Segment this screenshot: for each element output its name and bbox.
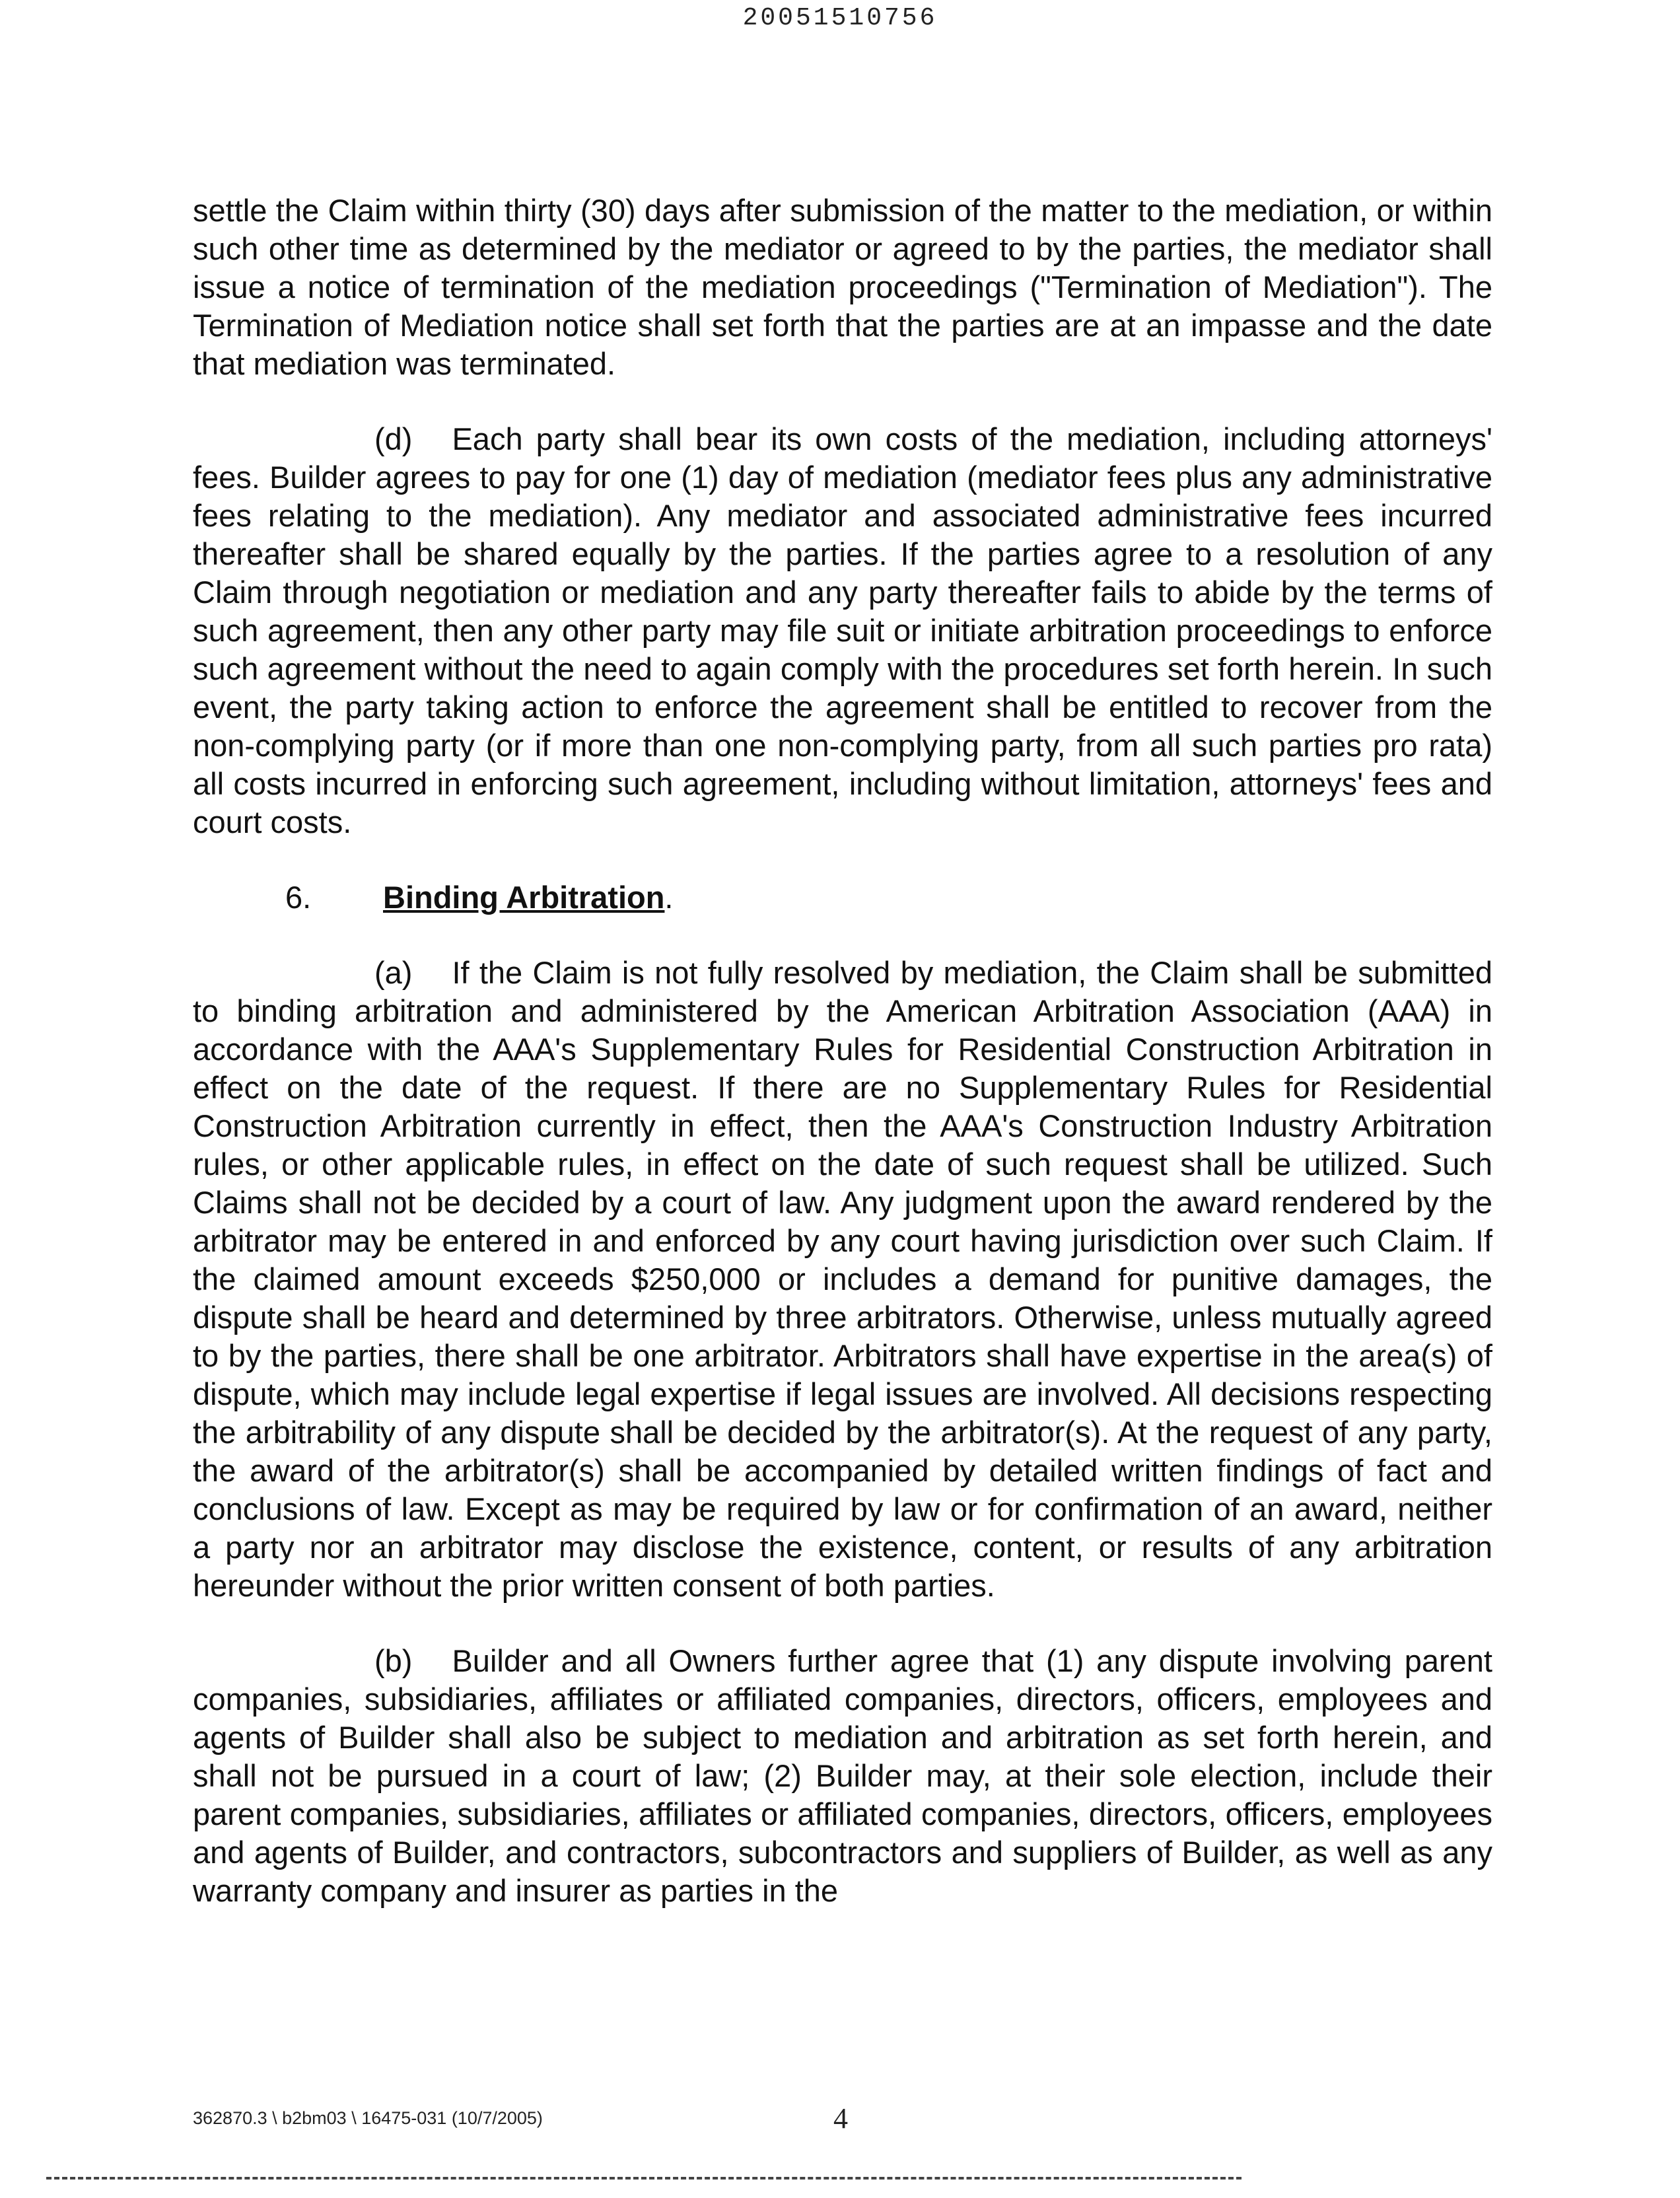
paragraph-a-text: If the Claim is not fully resolved by mediation, the Claim shall be submitted to binding arbitration and administered by the American Arbitration Association (AAA) in accordance with the AAA's Supplementary Rules for Residential Construction Arbitration in effect on the date of the request. If there are no Supplementary Rules for Residential Construction Arbitration currently in effect, then the AAA's Construction Industry Arbitration rules, or other applicable rules, in effect on the date of such request shall be utilized. Such Claims shall not be decided by a court of law. Any judgment upon the award rendered by the arbitrator may be entered in and enforced by any court having jurisdiction over such Claim. If the claimed amount exceeds $250,000 or includes a demand for punitive damages, the dispute shall be heard and determined by three arbitrators. Otherwise, unless mutually agreed to by the parties, there shall be one arbitrator. Arbitrators shall have expertise in the area(s) of dispute, which may include legal expertise if legal issues are involved. All decisions respecting the arbitrability of any dispute shall be decided by the arbitrator(s). At the request of any party, the award of the arbitrator(s) shall be accompanied by detailed written findings of fact and conclusions of law. Except as may be required by law or for confirmation of an award, neither a party nor an arbitrator may disclose the existence, content, or results of any arbitration hereunder without the prior written consent of both parties. bbox=[193, 955, 1492, 1603]
document-number: 20051510756 bbox=[742, 4, 938, 32]
paragraph-d bbox=[193, 420, 1492, 841]
paragraph-continuation: settle the Claim within thirty (30) days after submission of the matter to the mediation, or within such other time as determined by the mediator or agreed to by the parties, the mediator shall issue a notice of termination of the mediation proceedings ("Termination of Mediation"). The Termination of Mediation notice shall set forth that the parties are at an impasse and the date that mediation was terminated. bbox=[193, 193, 1492, 381]
scan-edge-divider bbox=[46, 2177, 1242, 2180]
paragraph-d-text: Each party shall bear its own costs of the mediation, including attorneys' fees. Builder agrees to pay for one (1) day of mediation (mediator fees plus any administrative fees relating to the mediation). Any mediator and associated administrative fees incurred thereafter shall be shared equally by the parties. If the parties agree to a resolution of any Claim through negotiation or mediation and any party thereafter fails to abide by the terms of such agreement, then any other party may file suit or initiate arbitration proceedings to enforce such agreement without the need to again comply with the procedures set forth herein. In such event, the party taking action to enforce the agreement shall be entitled to recover from the non-complying party (or if more than one non-complying party, from all such parties pro rata) all costs incurred in enforcing such agreement, including without limitation, attorneys' fees and court costs. bbox=[193, 421, 1492, 839]
paragraph-d-label: (d) bbox=[374, 421, 413, 456]
section-title: Binding Arbitration bbox=[383, 880, 665, 915]
paragraph-a-label: (a) bbox=[374, 955, 413, 990]
paragraph-b-text: Builder and all Owners further agree that (1) any dispute involving parent companies, subsidiaries, affiliates or affiliated companies, directors, officers, employees and agents of Builder shall also be subject to mediation and arbitration as set forth herein, and shall not be pursued in a court of law; (2) Builder may, at their sole election, include their parent companies, subsidiaries, affiliates or affiliated companies, directors, officers, employees and agents of Builder, and contractors, subcontractors and suppliers of Builder, as well as any warranty company and insurer as parties in the bbox=[193, 1643, 1492, 1908]
section-title-period: . bbox=[664, 880, 674, 915]
section-heading bbox=[193, 878, 1492, 917]
footer-reference: 362870.3 \ b2bm03 \ 16475-031 (10/7/2005) bbox=[193, 2108, 543, 2128]
paragraph-b-label: (b) bbox=[374, 1643, 413, 1678]
paragraph-a bbox=[193, 954, 1492, 1605]
section-number: 6. bbox=[285, 880, 312, 915]
paragraph-b bbox=[193, 1642, 1492, 1910]
page-number: 4 bbox=[833, 2102, 848, 2135]
document-body bbox=[193, 192, 1492, 1910]
